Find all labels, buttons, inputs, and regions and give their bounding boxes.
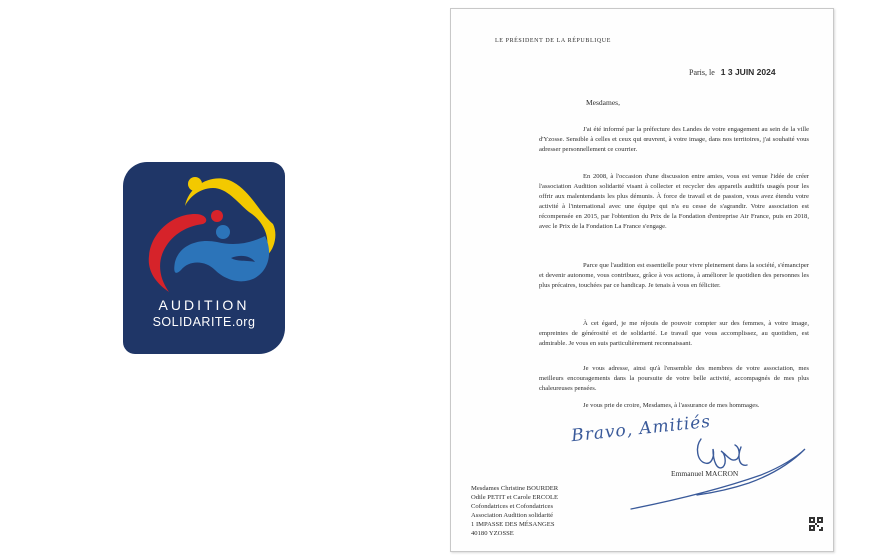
paragraph-6: Je vous prie de croire, Mesdames, à l'assurance de mes hommages.	[583, 402, 760, 409]
handwritten-note: Bravo, Amitiés	[570, 411, 712, 447]
presidential-letter	[450, 8, 834, 552]
address-line: Mesdames Christine BOURDER	[471, 485, 559, 492]
paragraph-3: Parce que l'audition est essentielle pour vivre pleinement dans la société, s'émanciper et devenir autonome, vous contribuez, grâce à vos actions, à améliorer le quotidien des personnes les plus précaires, touchées par ce handicap. Je tenais à vous en féliciter.	[539, 262, 809, 289]
paragraph-1: J'ai été informé par la préfecture des Landes de votre engagement au sein de la ville d'Yzosse. Sensible à celles et ceux qui œuvrent, à votre image, dans nos territoires, j'ai souhaité vous adresser personnellement ce courrier.	[539, 126, 809, 153]
address-line: 1 IMPASSE DES MÉSANGES	[471, 521, 555, 528]
paragraph-5: Je vous adresse, ainsi qu'à l'ensemble des membres de votre association, mes meilleurs encouragements dans la poursuite de votre belle activité, accompagnés de mes plus chaleureuses pensées.	[539, 365, 809, 392]
recipient-address	[471, 484, 558, 538]
audition-solidarite-logo	[123, 162, 285, 354]
signer-name: Emmanuel MACRON	[671, 469, 739, 478]
address-line: Cofondatrices et Cofondatrices	[471, 503, 554, 510]
logo-emblem-icon	[123, 162, 285, 302]
logo-subtitle: SOLIDARITE.org	[152, 315, 256, 329]
salutation: Mesdames,	[586, 98, 620, 107]
letterhead: LE PRÉSIDENT DE LA RÉPUBLIQUE	[495, 38, 611, 44]
logo-title: AUDITION	[158, 297, 250, 313]
address-line: Association Audition solidarité	[471, 512, 554, 519]
address-line: 40180 YZOSSE	[471, 530, 514, 537]
address-line: Odile PETIT et Carole ERCOLE	[471, 494, 559, 501]
paragraph-2: En 2008, à l'occasion d'une discussion entre amies, vous est venue l'idée de créer l'association Audition solidarité visant à collecter et recycler des appareils auditifs usagés pour les offrir aux malentendants les plus démunis. À force de travail et de passion, vous avez étendu votre activité à l'international avec une équipe qui n'a eu cesse de s'agrandir. Votre association est récompensée en 2015, par l'obtention du Prix de la Fondation d'entreprise Air France, puis en 2018, avec le Prix de la Fondation La France s'engage.	[539, 173, 809, 230]
date-stamp: 1 3 JUIN 2024	[720, 67, 776, 77]
qr-code-icon	[809, 517, 823, 531]
paragraph-4: À cet égard, je me réjouis de pouvoir compter sur des femmes, à votre image, empreintes de générosité et de solidarité. Le travail que vous accomplissez, au quotidien, est admirable. Je vous en suis particulièrement reconnaissant.	[539, 320, 809, 347]
date-line	[689, 67, 776, 77]
date-prefix: Paris, le	[689, 68, 715, 77]
